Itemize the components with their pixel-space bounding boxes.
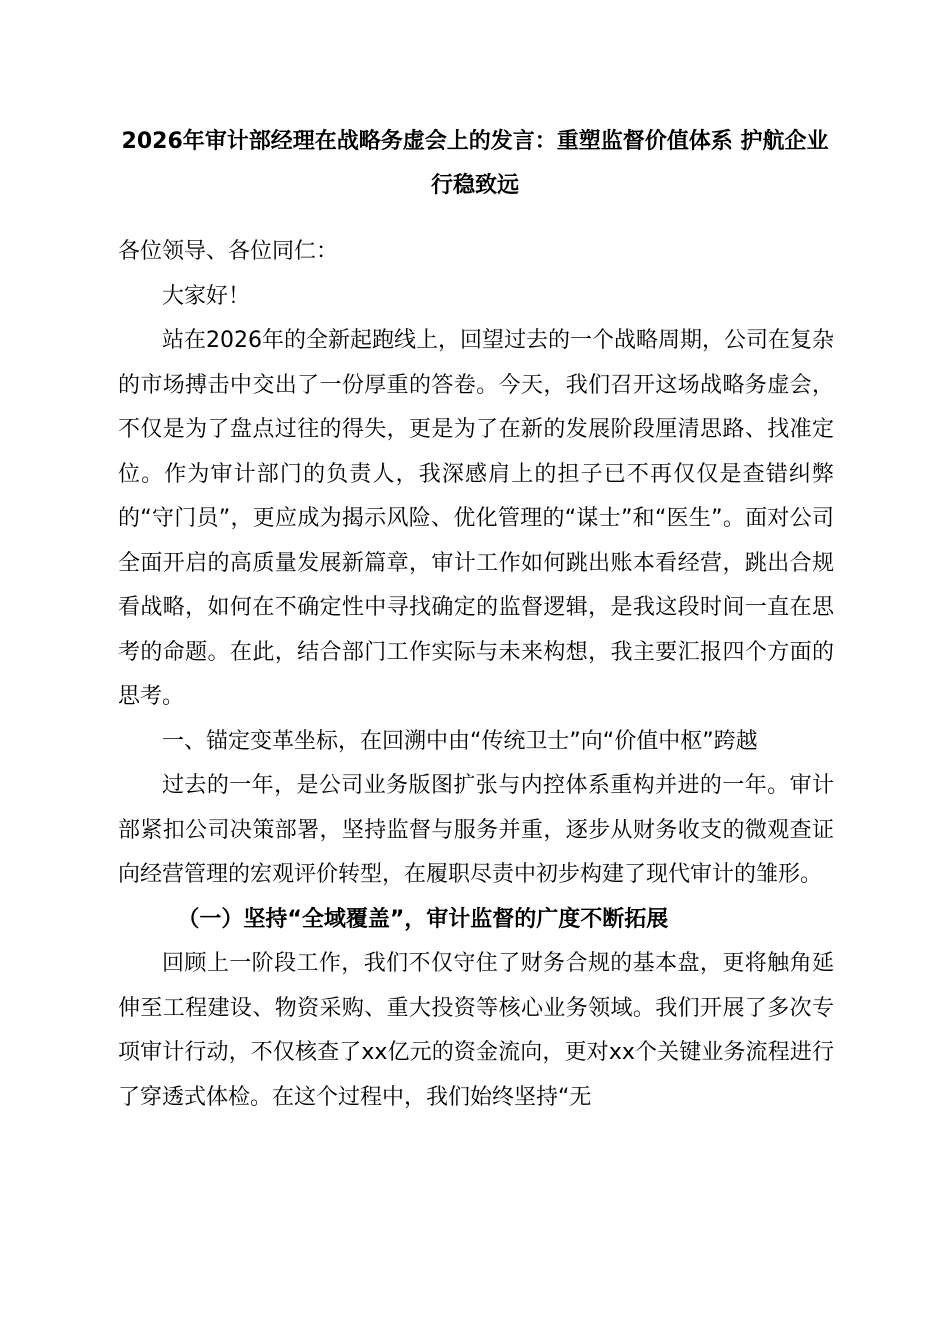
salutation: 各位领导、各位同仁： — [118, 239, 339, 264]
greeting-paragraph: 大家好！ — [162, 283, 251, 309]
document-body — [118, 230, 834, 1120]
body-paragraph: 过去的一年，是公司业务版图扩张与内控体系重构并进的一年。审计部紧扣公司决策部署，坚持监督与服务并重，逐步从财务收支的微观查证向经营管理的宏观评价转型，在履职尽责中初步构建了现代审计的雏形。 — [118, 773, 834, 887]
intro-paragraph: 站在2026年的全新起跑线上，回望过去的一个战略周期，公司在复杂的市场搏击中交出了一份厚重的答卷。今天，我们召开这场战略务虚会，不仅是为了盘点过往的得失，更是为了在新的发展阶段厘清思路、找准定位。作为审计部门的负责人，我深感肩上的担子已不再仅仅是查错纠弊的“守门员”，更应成为揭示风险、优化管理的“谋士”和“医生”。面对公司全面开启的高质量发展新篇章，审计工作如何跳出账本看经营，跳出合规看战略，如何在不确定性中寻找确定的监督逻辑，是我这段时间一直在思考的命题。在此，结合部门工作实际与未来构想，我主要汇报四个方面的思考。 — [118, 328, 834, 709]
document-title: 2026年审计部经理在战略务虚会上的发言：重塑监督价值体系 护航企业行稳致远 — [121, 129, 829, 198]
subsection-heading: （一）坚持“全域覆盖”，审计监督的广度不断拓展 — [177, 906, 669, 932]
body-paragraph: 回顾上一阶段工作，我们不仅守住了财务合规的基本盘，更将触角延伸至工程建设、物资采购、重大投资等核心业务领域。我们开展了多次专项审计行动，不仅核查了xx亿元的资金流向，更对xx个关键业务流程进行了穿透式体检。在这个过程中，我们始终坚持“无 — [118, 951, 834, 1110]
section-heading: 一、锚定变革坐标，在回溯中由“传统卫士”向“价值中枢”跨越 — [162, 728, 758, 754]
